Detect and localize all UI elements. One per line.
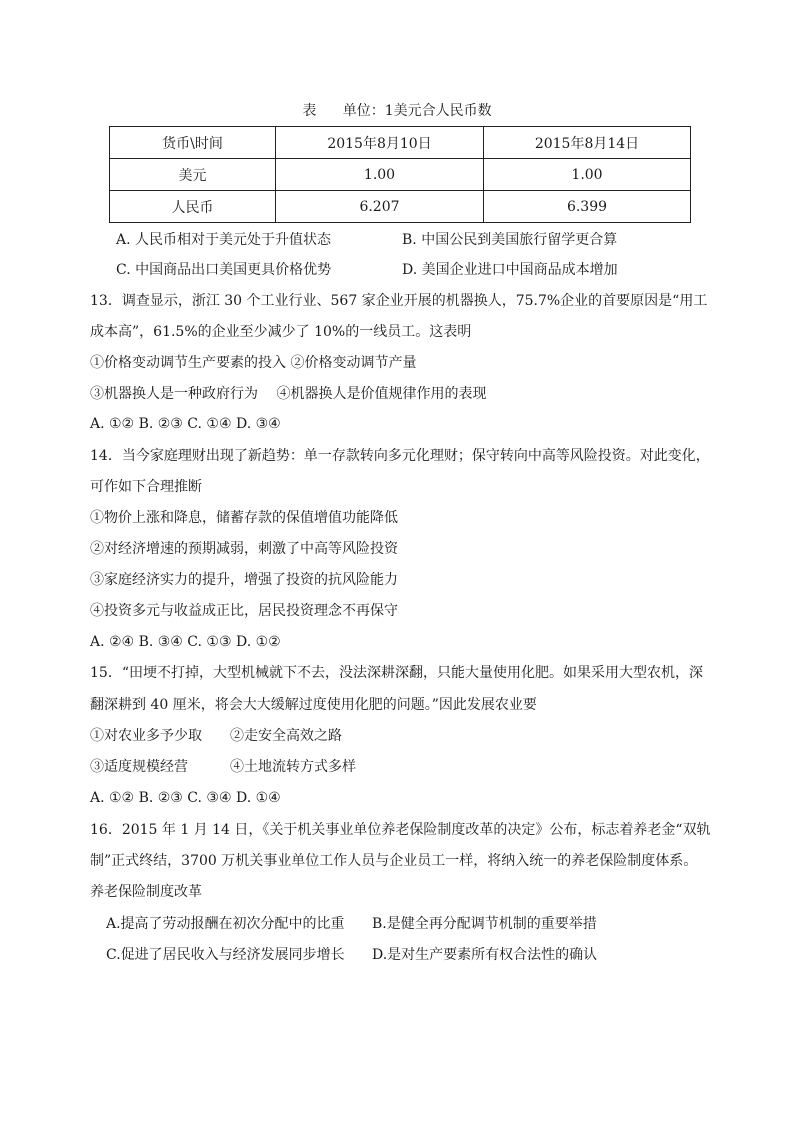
q15-item-line: ③适度规模经营 ④土地流转方式多样 [90,759,356,775]
q14-stem-line: 14．当今家庭理财出现了新趋势：单一存款转向多元化理财；保守转向中高等风险投资。对此变化， [90,448,710,464]
q14-item-line: ②对经济增速的预期减弱，刺激了中高等风险投资 [90,541,398,557]
q15-stem-line: 15．“田埂不打掉，大型机械就下不去，没法深耕深翻，只能大量使用化肥。如果采用大型农机，深 [90,665,703,681]
table-cell: 美元 [110,159,276,191]
q13-item-line: ③机器换人是一种政府行为 ④机器换人是价值规律作用的表现 [90,386,487,402]
q16-option-c: C.促进了居民收入与经济发展同步增长 [106,947,345,963]
table-row [110,159,691,191]
q16-stem-line: 养老保险制度改革 [90,884,202,900]
table-cell: 6.207 [276,191,484,223]
exchange-rate-table [109,126,691,223]
table-row [110,191,691,223]
table-header-cell: 货币\时间 [110,127,276,159]
table-caption-label: 表 [302,103,317,119]
table-cell: 人民币 [110,191,276,223]
table-cell: 6.399 [484,191,691,223]
q16-option-b: B.是健全再分配调节机制的重要举措 [372,916,597,932]
q16-option-a: A.提高了劳动报酬在初次分配中的比重 [106,916,345,932]
q14-item-line: ③家庭经济实力的提升，增强了投资的抗风险能力 [90,572,398,588]
q16-option-d: D.是对生产要素所有权合法性的确认 [372,947,598,963]
q12-option-d: D. 美国企业进口中国商品成本增加 [402,262,618,278]
q12-option-b: B. 中国公民到美国旅行留学更合算 [402,232,618,248]
table-caption-text: 单位：1美元合人民币数 [342,103,492,119]
table-cell: 1.00 [276,159,484,191]
q16-stem-line: 16．2015 年 1 月 14 日，《关于机关事业单位养老保险制度改革的决定》公布，标志着养老金“双轨 [90,822,711,838]
q14-item-line: ④投资多元与收益成正比，居民投资理念不再保守 [90,603,398,619]
table-header-cell: 2015年8月14日 [484,127,691,159]
q14-item-line: ①物价上涨和降息，储蓄存款的保值增值功能降低 [90,510,398,526]
q12-option-a: A. 人民币相对于美元处于升值状态 [116,232,332,248]
q13-stem-line: 成本高”，61.5%的企业至少减少了 10%的一线员工。这表明 [90,324,472,340]
table-caption [0,100,794,120]
table-cell: 1.00 [484,159,691,191]
q13-stem-line: 13．调查显示，浙江 30 个工业行业、567 家企业开展的机器换人，75.7%企业的首要原因是“用工 [90,293,708,309]
q15-item-line: ①对农业多予少取 ②走安全高效之路 [90,728,342,744]
q12-option-c: C. 中国商品出口美国更具价格优势 [116,262,332,278]
table-header-cell: 2015年8月10日 [276,127,484,159]
q15-choices: A. ①② B. ②③ C. ③④ D. ①④ [90,790,281,806]
q14-stem-line: 可作如下合理推断 [90,479,202,495]
q14-choices: A. ②④ B. ③④ C. ①③ D. ①② [90,634,281,650]
q13-item-line: ①价格变动调节生产要素的投入 ②价格变动调节产量 [90,355,417,371]
table-header-row [110,127,691,159]
q13-choices: A. ①② B. ②③ C. ①④ D. ③④ [90,416,281,432]
q16-stem-line: 制”正式终结，3700 万机关事业单位工作人员与企业员工一样，将纳入统一的养老保险制度体系。 [90,853,698,869]
q15-stem-line: 翻深耕到 40 厘米，将会大大缓解过度使用化肥的问题。”因此发展农业要 [90,697,537,713]
